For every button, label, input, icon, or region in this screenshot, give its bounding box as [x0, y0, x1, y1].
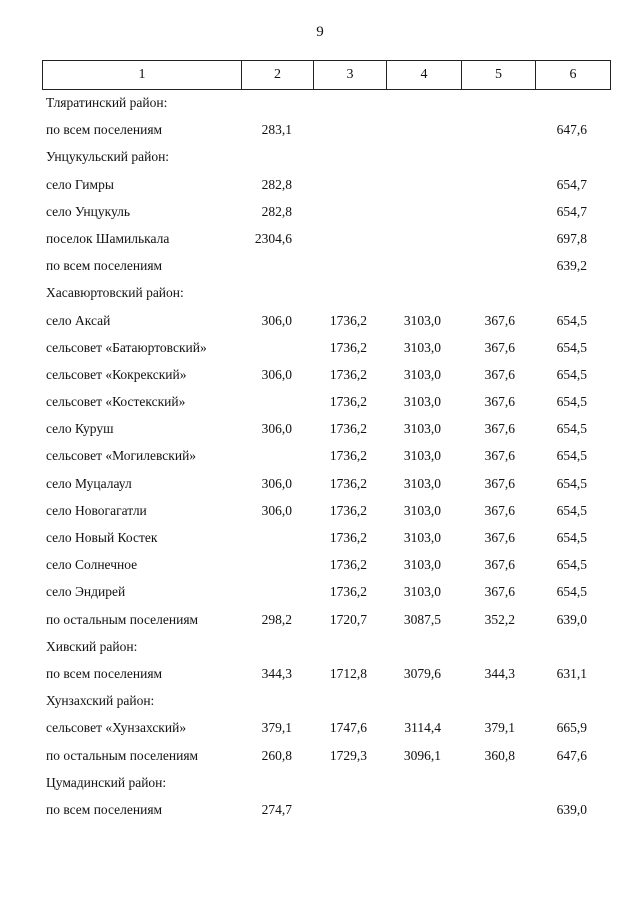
table-row — [0, 687, 640, 714]
value-col-4: 3103,0 — [403, 421, 441, 437]
row-name: по всем поселениям — [46, 122, 163, 138]
value-col-4: 3096,1 — [403, 747, 441, 763]
value-col-3: 1736,2 — [329, 530, 367, 545]
row-name: село Эндирей — [46, 584, 126, 600]
value-col-5: 367,6 — [484, 312, 515, 328]
row-name: село Новый Костек — [46, 530, 158, 545]
table-row — [0, 307, 640, 334]
value-col-4: 3079,6 — [403, 665, 441, 681]
row-name: по всем поселениям — [46, 665, 163, 681]
table-row — [0, 442, 640, 469]
table-row — [0, 578, 640, 605]
table-row — [0, 714, 640, 741]
table-row — [0, 606, 640, 633]
value-col-3: 1736,2 — [329, 421, 367, 437]
table-row — [0, 551, 640, 578]
value-col-6: 654,5 — [556, 394, 587, 410]
value-col-5: 367,6 — [484, 421, 515, 437]
value-col-6: 654,7 — [556, 203, 587, 219]
value-col-3: 1736,2 — [329, 312, 367, 328]
value-col-2: 282,8 — [261, 176, 292, 192]
value-col-6: 639,0 — [556, 611, 587, 627]
column-header-2: 2 — [242, 61, 314, 90]
value-col-5: 367,6 — [484, 475, 515, 491]
table-row — [0, 171, 640, 198]
row-name: сельсовет «Хунзахский» — [46, 720, 187, 736]
table-row — [0, 796, 640, 823]
column-header-row — [43, 61, 611, 90]
value-col-3: 1736,2 — [329, 366, 367, 382]
value-col-6: 631,1 — [556, 665, 587, 681]
value-col-2: 2304,6 — [254, 230, 292, 246]
value-col-3: 1736,2 — [329, 448, 367, 464]
value-col-4: 3103,0 — [403, 448, 441, 464]
row-name: село Муцалаул — [46, 475, 132, 491]
value-col-5: 367,6 — [484, 448, 515, 464]
row-name: село Аксай — [46, 312, 111, 328]
value-col-6: 654,5 — [556, 557, 587, 573]
row-name: поселок Шамилькала — [46, 230, 170, 246]
value-col-5: 352,2 — [484, 611, 515, 627]
row-name: Хасавюртовский район: — [46, 285, 184, 301]
row-name: сельсовет «Кокрекский» — [46, 366, 187, 382]
value-col-6: 639,2 — [556, 258, 587, 274]
row-name: Хунзахский район: — [46, 693, 155, 709]
table-row — [0, 415, 640, 442]
table-body — [0, 89, 640, 823]
column-header-table — [42, 60, 611, 90]
value-col-2: 306,0 — [261, 421, 292, 437]
value-col-5: 367,6 — [484, 339, 515, 355]
value-col-4: 3103,0 — [403, 557, 441, 573]
value-col-2: 306,0 — [261, 475, 292, 491]
value-col-3: 1736,2 — [329, 339, 367, 355]
value-col-3: 1736,2 — [329, 502, 367, 518]
row-name: село Новогагатли — [46, 502, 147, 518]
value-col-4: 3103,0 — [403, 530, 441, 545]
value-col-5: 367,6 — [484, 366, 515, 382]
table-row — [0, 225, 640, 252]
value-col-2: 344,3 — [261, 665, 292, 681]
value-col-2: 282,8 — [261, 203, 292, 219]
value-col-3: 1747,6 — [329, 720, 367, 736]
row-name: село Гимры — [46, 176, 114, 192]
column-header-4: 4 — [387, 61, 462, 90]
column-header-1: 1 — [43, 61, 242, 90]
value-col-3: 1712,8 — [329, 665, 367, 681]
value-col-6: 654,5 — [556, 584, 587, 600]
value-col-5: 367,6 — [484, 530, 515, 545]
row-name: Тляратинский район: — [46, 95, 168, 110]
value-col-2: 306,0 — [261, 366, 292, 382]
value-col-2: 379,1 — [261, 720, 292, 736]
row-name: сельсовет «Могилевский» — [46, 448, 197, 464]
value-col-5: 367,6 — [484, 557, 515, 573]
table-row — [0, 633, 640, 660]
value-col-5: 344,3 — [484, 665, 515, 681]
value-col-2: 306,0 — [261, 502, 292, 518]
value-col-6: 654,7 — [556, 176, 587, 192]
value-col-6: 654,5 — [556, 475, 587, 491]
table-row — [0, 388, 640, 415]
row-name: Цумадинский район: — [46, 774, 167, 790]
value-col-2: 274,7 — [261, 801, 292, 817]
column-header-6: 6 — [536, 61, 611, 90]
value-col-3: 1736,2 — [329, 475, 367, 491]
table-row — [0, 143, 640, 170]
value-col-4: 3103,0 — [403, 475, 441, 491]
table-row — [0, 252, 640, 279]
value-col-6: 647,6 — [556, 122, 587, 138]
row-name: село Унцукуль — [46, 203, 130, 219]
value-col-4: 3103,0 — [403, 366, 441, 382]
value-col-6: 654,5 — [556, 339, 587, 355]
value-col-3: 1736,2 — [329, 394, 367, 410]
value-col-4: 3087,5 — [403, 611, 441, 627]
table-row — [0, 524, 640, 551]
column-header-3: 3 — [314, 61, 387, 90]
table-row — [0, 116, 640, 143]
value-col-4: 3114,4 — [404, 720, 441, 736]
value-col-3: 1736,2 — [329, 584, 367, 600]
value-col-2: 306,0 — [261, 312, 292, 328]
value-col-6: 654,5 — [556, 421, 587, 437]
table-row — [0, 660, 640, 687]
value-col-4: 3103,0 — [403, 584, 441, 600]
page-number: 9 — [316, 24, 324, 40]
row-name: сельсовет «Батаюртовский» — [46, 339, 207, 355]
row-name: Унцукульский район: — [46, 149, 170, 165]
table-row — [0, 89, 640, 116]
value-col-3: 1720,7 — [329, 611, 367, 627]
row-name: село Солнечное — [46, 557, 138, 573]
row-name: по всем поселениям — [46, 258, 163, 274]
row-name: Хивский район: — [46, 638, 138, 654]
value-col-6: 654,5 — [556, 530, 587, 545]
table-row — [0, 769, 640, 796]
table-row — [0, 470, 640, 497]
value-col-6: 654,5 — [556, 366, 587, 382]
value-col-5: 367,6 — [484, 394, 515, 410]
table-row — [0, 361, 640, 388]
row-name: по остальным поселениям — [46, 611, 199, 627]
value-col-4: 3103,0 — [403, 394, 441, 410]
value-col-6: 639,0 — [556, 801, 587, 817]
table-row — [0, 497, 640, 524]
value-col-6: 647,6 — [556, 747, 587, 763]
value-col-4: 3103,0 — [403, 502, 441, 518]
value-col-5: 367,6 — [484, 584, 515, 600]
row-name: по всем поселениям — [46, 801, 163, 817]
value-col-5: 379,1 — [484, 720, 515, 736]
value-col-5: 367,6 — [484, 502, 515, 518]
column-header-5: 5 — [462, 61, 536, 90]
table-row — [0, 279, 640, 306]
value-col-2: 260,8 — [261, 747, 292, 763]
row-name: село Куруш — [46, 421, 114, 437]
value-col-4: 3103,0 — [403, 312, 441, 328]
value-col-6: 665,9 — [556, 720, 587, 736]
value-col-6: 654,5 — [556, 312, 587, 328]
value-col-2: 283,1 — [261, 122, 292, 138]
table-row — [0, 742, 640, 769]
row-name: сельсовет «Костекский» — [46, 394, 186, 410]
value-col-2: 298,2 — [261, 611, 292, 627]
value-col-3: 1736,2 — [329, 557, 367, 573]
table-row — [0, 198, 640, 225]
table-row — [0, 334, 640, 361]
value-col-4: 3103,0 — [403, 339, 441, 355]
row-name: по остальным поселениям — [46, 747, 199, 763]
value-col-6: 654,5 — [556, 502, 587, 518]
value-col-3: 1729,3 — [329, 747, 367, 763]
value-col-6: 654,5 — [556, 448, 587, 464]
value-col-6: 697,8 — [556, 230, 587, 246]
value-col-5: 360,8 — [484, 747, 515, 763]
